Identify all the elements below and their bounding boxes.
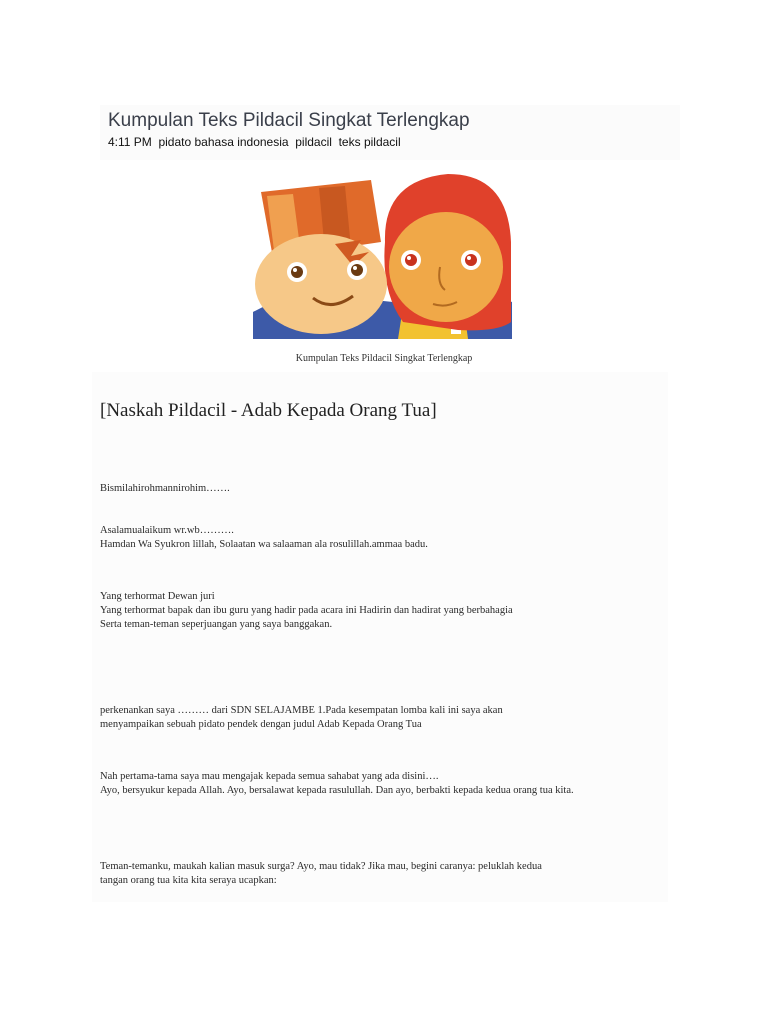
paragraph-opening bbox=[100, 482, 230, 496]
paragraph-line: Ayo, bersyukur kepada Allah. Ayo, bersalawat kepada rasulullah. Dan ayo, berbakti kepada kedua orang tua kita. bbox=[100, 785, 574, 796]
paragraph-salutation bbox=[100, 590, 513, 632]
paragraph-line: Yang terhormat Dewan juri bbox=[100, 591, 215, 602]
post-meta: 4:11 PM pidato bahasa indonesia pildacil teks pildacil bbox=[108, 135, 401, 149]
paragraph-line: Teman-temanku, maukah kalian masuk surga? Ayo, mau tidak? Jika mau, begini caranya: peluklah kedua bbox=[100, 861, 542, 872]
paragraph-line: Bismilahirohmannirohim……. bbox=[100, 483, 230, 494]
figure-caption: Kumpulan Teks Pildacil Singkat Terlengkap bbox=[295, 353, 473, 364]
document-heading: [Naskah Pildacil - Adab Kepada Orang Tua] bbox=[100, 400, 437, 421]
paragraph-line: menyampaikan sebuah pidato pendek dengan judul Adab Kepada Orang Tua bbox=[100, 719, 422, 730]
pildacil-illustration bbox=[253, 172, 512, 339]
paragraph-line: Asalamualaikum wr.wb………. bbox=[100, 525, 234, 536]
paragraph-line: Serta teman-teman seperjuangan yang saya banggakan. bbox=[100, 619, 333, 630]
paragraph-introduction bbox=[100, 704, 503, 732]
post-title[interactable]: Kumpulan Teks Pildacil Singkat Terlengkap bbox=[108, 110, 470, 131]
paragraph-line: Nah pertama-tama saya mau mengajak kepada semua sahabat yang ada disini…. bbox=[100, 771, 439, 782]
paragraph-line: tangan orang tua kita kita seraya ucapkan: bbox=[100, 875, 277, 886]
paragraph-invitation bbox=[100, 770, 574, 798]
paragraph-line: Yang terhormat bapak dan ibu guru yang hadir pada acara ini Hadirin dan hadirat yang berbahagia bbox=[100, 605, 513, 616]
document-embed bbox=[92, 372, 668, 902]
paragraph-greeting bbox=[100, 524, 428, 552]
paragraph-line: perkenankan saya ……… dari SDN SELAJAMBE 1.Pada kesempatan lomba kali ini saya akan bbox=[100, 705, 503, 716]
paragraph-line: Hamdan Wa Syukron lillah, Solaatan wa salaaman ala rosulillah.ammaa badu. bbox=[100, 539, 428, 550]
paragraph-question bbox=[100, 860, 542, 888]
